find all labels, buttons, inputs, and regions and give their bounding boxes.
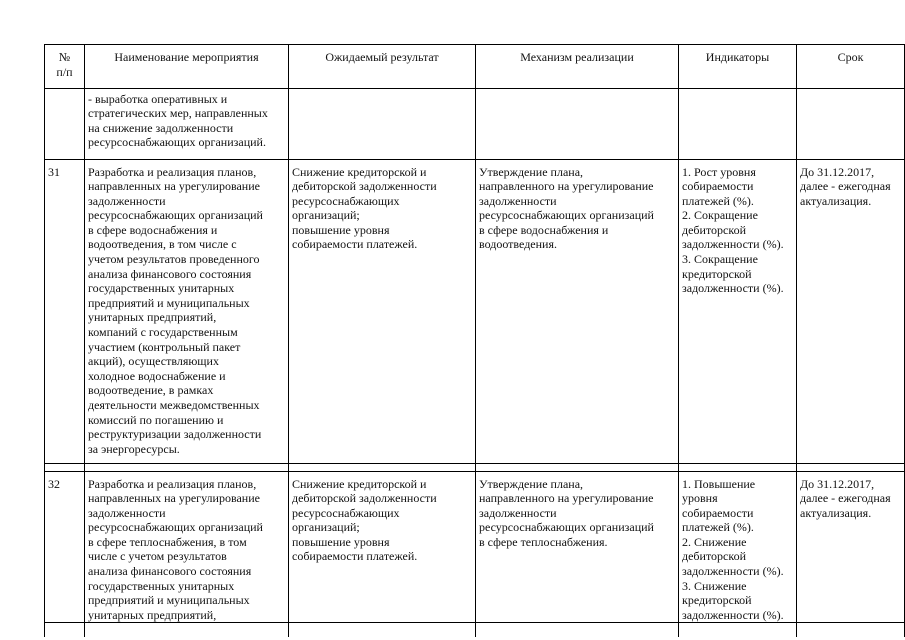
spacer-cell <box>797 463 905 471</box>
spacer-cell <box>85 463 289 471</box>
table-row <box>45 159 905 463</box>
header-indicators: Индикаторы <box>679 44 797 88</box>
spacer-cell <box>289 463 476 471</box>
header-num: № п/п <box>45 44 85 88</box>
row-spacer <box>45 463 905 471</box>
spacer-cell <box>476 152 679 160</box>
spacer-cell <box>289 152 476 160</box>
cell-deadline: До 31.12.2017, далее - ежегодная актуализация. <box>797 159 905 463</box>
spacer-cell <box>85 152 289 160</box>
cell-num: 32 <box>45 471 85 637</box>
spacer-cell <box>45 152 85 160</box>
spacer-cell <box>797 152 905 160</box>
cell-mechanism: Утверждение плана, направленного на урегулирование задолженности ресурсоснабжающих организаций в сфере теплоснабжения. <box>476 471 679 637</box>
row-spacer <box>45 152 905 160</box>
spacer-cell <box>476 463 679 471</box>
cell-mechanism: Утверждение плана, направленного на урегулирование задолженности ресурсоснабжающих организаций в сфере водоснабжения и водоотведения. <box>476 159 679 463</box>
cell-num <box>45 88 85 152</box>
cell-name: Разработка и реализация планов, направленных на урегулирование задолженности ресурсоснабжающих организаций в сфере теплоснабжения, в том числе с учетом результатов анализа финансового состояния государственных унитарных предприятий и муниципальных унитарных предприятий, <box>85 471 289 637</box>
cell-indicators: 1. Рост уровня собираемости платежей (%). 2. Сокращение дебиторской задолженности (%). 3. Сокращение кредиторской задолженности (%). <box>679 159 797 463</box>
cell-indicators <box>679 88 797 152</box>
cell-name: - выработка оперативных и стратегических мер, направленных на снижение задолженности ресурсоснабжающих организаций. <box>85 88 289 152</box>
table-row <box>45 88 905 152</box>
table-header-row <box>45 44 905 88</box>
cell-result <box>289 88 476 152</box>
cell-result: Снижение кредиторской и дебиторской задолженности ресурсоснабжающих организаций; повышение уровня собираемости платежей. <box>289 159 476 463</box>
measures-table <box>44 44 905 637</box>
spacer-cell <box>679 152 797 160</box>
cell-result: Снижение кредиторской и дебиторской задолженности ресурсоснабжающих организаций; повышение уровня собираемости платежей. <box>289 471 476 637</box>
spacer-cell <box>679 463 797 471</box>
cell-mechanism <box>476 88 679 152</box>
spacer-cell <box>45 463 85 471</box>
header-mechanism: Механизм реализации <box>476 44 679 88</box>
cell-num: 31 <box>45 159 85 463</box>
table-bottom-rule <box>44 622 904 623</box>
header-deadline: Срок <box>797 44 905 88</box>
cell-indicators: 1. Повышение уровня собираемости платежей (%). 2. Снижение дебиторской задолженности (%). 3. Снижение кредиторской задолженности (%). <box>679 471 797 637</box>
header-name: Наименование мероприятия <box>85 44 289 88</box>
cell-name: Разработка и реализация планов, направленных на урегулирование задолженности ресурсоснабжающих организаций в сфере водоснабжения и водоотведения, в том числе с учетом результатов проведенного анализа финансового состояния государственных унитарных предприятий и муниципальных унитарных предприятий, компаний с государственным участием (контрольный пакет акций), осуществляющих холодное водоснабжение и водоотведение, в рамках деятельности межведомственных комиссий по погашению и реструктуризации задолженности за энергоресурсы. <box>85 159 289 463</box>
header-result: Ожидаемый результат <box>289 44 476 88</box>
cell-deadline: До 31.12.2017, далее - ежегодная актуализация. <box>797 471 905 637</box>
table-row <box>45 471 905 637</box>
cell-deadline <box>797 88 905 152</box>
